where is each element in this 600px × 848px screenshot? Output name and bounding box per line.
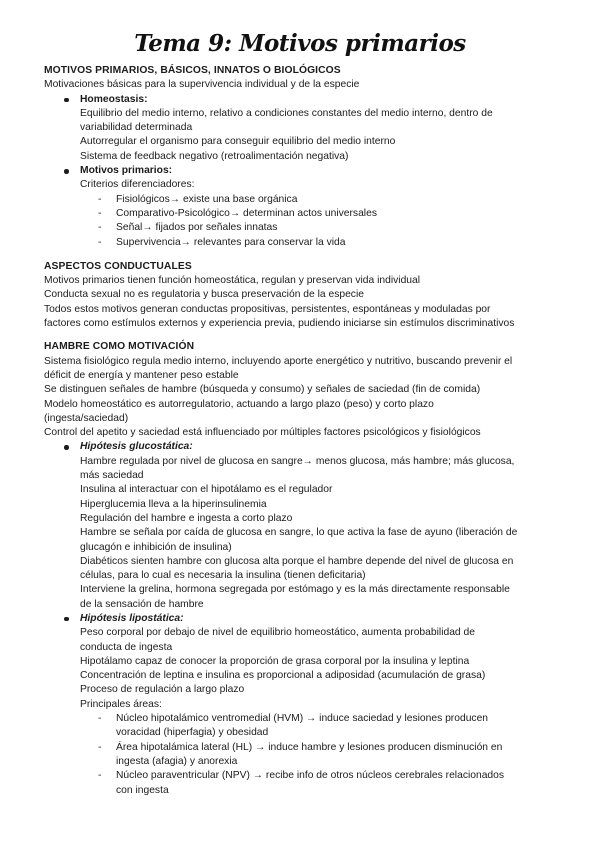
text-line: factores como estímulos externos y experiencia previa, pudiendo iniciarse sin estímulos discriminativos <box>44 318 515 330</box>
text-line: Equilibrio del medio interno, relativo a condiciones constantes del medio interno, dentro de <box>80 107 493 119</box>
bullet-title: Homeostasis: <box>80 93 556 107</box>
section-aspectos-conductuales <box>44 260 556 331</box>
text-line: - Núcleo hipotalámico ventromedial (HVM) → induce saciedad y lesiones producen <box>116 713 489 725</box>
text-line: Se distinguen señales de hambre (búsqueda y consumo) y señales de saciedad (fin de comida) <box>44 384 481 396</box>
text-line: Diabéticos sienten hambre con glucosa alta porque el hambre depende del nivel de glucosa en <box>80 555 514 567</box>
bullet-title: Hipótesis glucostática: <box>80 440 556 454</box>
bullet-title: Motivos primarios: <box>80 164 556 178</box>
text-line: conducta de ingesta <box>80 641 173 653</box>
text-line: Autorregular el organismo para conseguir equilibrio del medio interno <box>80 136 396 148</box>
section-heading: MOTIVOS PRIMARIOS, BÁSICOS, INNATOS O BIOLÓGICOS <box>44 65 341 76</box>
text-line: (ingesta/saciedad) <box>44 412 129 424</box>
section-motivos-primarios <box>44 64 556 250</box>
text-line: Hiperglucemia lleva a la hiperinsulinemia <box>80 498 267 510</box>
spacer <box>44 250 556 260</box>
text-line: Principales áreas: <box>80 698 162 710</box>
text-line: Interviene la grelina, hormona segregada por estómago y es la más directamente responsable <box>80 584 510 596</box>
text-line: déficit de energía y mantener peso estable <box>44 369 239 381</box>
text-line: Proceso de regulación a largo plazo <box>80 684 245 696</box>
text-line: células, para lo cual es necesaria la insulina (tienen deficitaria) <box>80 570 366 582</box>
text-line: voracidad (hiperfagia) y obesidad <box>116 727 269 739</box>
bullet-hipotesis-glucostatica <box>44 440 556 612</box>
text-line: Modelo homeostático es autorregulatorio, actuando a largo plazo (peso) y corto plazo <box>44 398 434 410</box>
text-line: con ingesta <box>116 784 169 796</box>
list-item <box>116 712 556 741</box>
text-line: ingesta (afagia) y anorexia <box>116 755 238 767</box>
section-intro: Motivaciones básicas para la supervivencia individual y de la especie <box>44 79 360 91</box>
text-line: Peso corporal por debajo de nivel de equilibrio homeostático, aumenta probabilidad de <box>80 627 475 639</box>
text-line: - Área hipotalámica lateral (HL) → induce hambre y lesiones producen disminución en <box>116 741 503 753</box>
text-line: Todos estos motivos generan conductas propositivas, persistentes, espontáneas y moduladas por <box>44 303 491 315</box>
page-title: Tema 9: Motivos primarios <box>134 30 466 57</box>
text-line: Control del apetito y saciedad está influenciado por múltiples factores psicológicos y fisiológicos <box>44 427 481 439</box>
text-line: Concentración de leptina e insulina es proporcional a adiposidad (acumulación de grasa) <box>80 670 486 682</box>
text-line: Regulación del hambre e ingesta a corto plazo <box>80 512 293 524</box>
section-heading: HAMBRE COMO MOTIVACIÓN <box>44 341 195 353</box>
list-item <box>116 769 556 798</box>
section-hambre <box>44 340 556 798</box>
sub-list <box>80 712 556 798</box>
list-item: - Señal→ fijados por señales innatas <box>116 221 556 235</box>
text-line: de la sensación de hambre <box>80 598 204 610</box>
bullet-motivos-primarios <box>44 164 556 250</box>
text-line: glucagón e inhibición de insulina) <box>80 541 232 553</box>
text-line: más saciedad <box>80 470 144 482</box>
spacer <box>44 331 556 340</box>
list-item <box>116 741 556 770</box>
text-line: Criterios diferenciadores: <box>80 179 195 191</box>
text-line: Hambre regulada por nivel de glucosa en sangre→ menos glucosa, más hambre; más glucosa, <box>80 455 515 467</box>
list-item: - Comparativo-Psicológico→ determinan actos universales <box>116 207 556 221</box>
text-line: variabilidad determinada <box>80 122 193 134</box>
text-line: Sistema de feedback negativo (retroalimentación negativa) <box>80 150 349 162</box>
text-line: Conducta sexual no es regulatoria y busca preservación de la especie <box>44 289 364 301</box>
bullet-hipotesis-lipostatica <box>44 612 556 798</box>
list-item: - Supervivencia→ relevantes para conservar la vida <box>116 236 556 250</box>
bullet-homeostasis <box>44 93 556 164</box>
text-line: Hambre se señala por caída de glucosa en sangre, lo que activa la fase de ayuno (liberación de <box>80 527 518 539</box>
text-line: Hipotálamo capaz de conocer la proporción de grasa corporal por la insulina y leptina <box>80 655 470 667</box>
text-line: Motivos primarios tienen función homeostática, regulan y preservan vida individual <box>44 275 421 287</box>
section-heading: ASPECTOS CONDUCTUALES <box>44 260 192 272</box>
list-item: - Fisiológicos→ existe una base orgánica <box>116 193 556 207</box>
sub-list <box>80 193 556 250</box>
bullet-title: Hipótesis lipostática: <box>80 612 556 626</box>
text-line: Insulina al interactuar con el hipotálamo es el regulador <box>80 484 333 496</box>
text-line: Sistema fisiológico regula medio interno, incluyendo aporte energético y nutritivo, buscando prevenir el <box>44 355 513 367</box>
text-line: - Núcleo paraventricular (NPV) → recibe info de otros núcleos cerebrales relacionados <box>116 770 505 782</box>
